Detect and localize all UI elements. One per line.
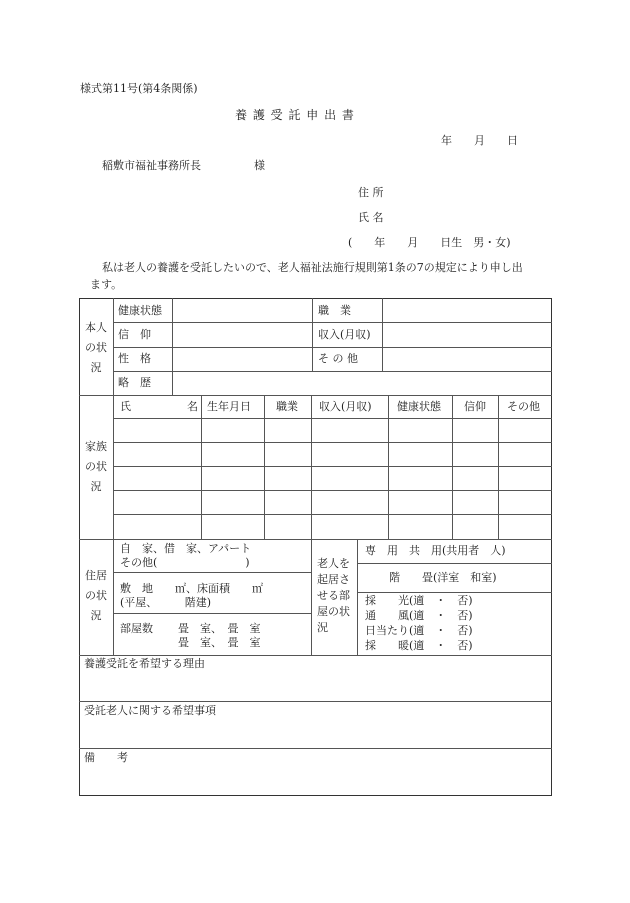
family-header-other: その他 <box>507 400 540 413</box>
ventilation: 通 風(適 ・ 否) <box>365 609 473 622</box>
family-header-surname: 氏 <box>120 400 131 413</box>
elder-room-label-line-1: 老人を <box>317 557 350 570</box>
rooms-label: 部屋数 <box>120 622 153 635</box>
person-section-label: 本人の状況 <box>85 321 107 374</box>
birth-line[interactable]: ( 年 月 日生 男・女) <box>348 236 511 249</box>
family-section-label: 家族の状況 <box>85 440 107 493</box>
addressee: 稲敷市福祉事務所長 <box>102 159 201 172</box>
heating: 採 暖(適 ・ 否) <box>365 639 473 652</box>
sunlight: 日当たり(適 ・ 否) <box>365 624 473 637</box>
family-header-name: 名 <box>187 400 198 413</box>
family-header-birthdate: 生年月日 <box>207 400 251 413</box>
elder-room-label-line-5: 況 <box>317 621 328 634</box>
date-line[interactable]: 年 月 日 <box>441 134 518 147</box>
income-label: 収入(月収) <box>318 328 371 341</box>
address-label: 住 所 <box>358 186 384 199</box>
room-usage: 専 用 共 用(共用者 人) <box>365 544 506 557</box>
lighting: 採 光(適 ・ 否) <box>365 594 473 607</box>
rooms-line-2: 畳 室、 畳 室 <box>178 636 261 649</box>
other-label: そ の 他 <box>318 352 358 365</box>
occupation-label: 職 業 <box>318 304 351 317</box>
family-header-occupation: 職業 <box>276 400 298 413</box>
statement-line-2: ます。 <box>90 278 123 291</box>
rooms-line-1: 畳 室、 畳 室 <box>178 622 261 635</box>
health-label: 健康状態 <box>118 304 162 317</box>
name-label: 氏 名 <box>358 211 384 224</box>
elder-room-label-line-4: 屋の状 <box>317 605 350 618</box>
room-tatami: 階 畳(洋室 和室) <box>389 571 497 584</box>
remarks-label: 備 考 <box>84 751 128 764</box>
elder-room-label-line-3: せる部 <box>317 589 350 602</box>
family-header-health: 健康状態 <box>397 400 441 413</box>
history-label: 略 歴 <box>118 376 151 389</box>
housing-type: 自 家、借 家、アパート <box>120 542 252 555</box>
site-area: 敷 地 ㎡、床面積 ㎡ <box>120 582 263 595</box>
residence-section-label: 住居の状況 <box>85 569 107 622</box>
family-header-faith: 信仰 <box>464 400 486 413</box>
wishes-label: 受託老人に関する希望事項 <box>84 704 216 717</box>
reason-label: 養護受託を希望する理由 <box>84 657 205 670</box>
form-number: 様式第11号(第4条関係) <box>80 82 198 95</box>
statement-line-1: 私は老人の養護を受託したいので、老人福祉法施行規則第1条の7の規定により申し出 <box>102 261 523 274</box>
faith-label: 信 仰 <box>118 328 151 341</box>
page-title: 養 護 受 託 申 出 書 <box>235 108 355 122</box>
floors: (平屋、 階建) <box>120 596 212 609</box>
housing-other: その他( ) <box>120 556 250 569</box>
honorific: 様 <box>254 159 265 172</box>
elder-room-label-line-2: 起居さ <box>317 573 350 586</box>
character-label: 性 格 <box>118 352 151 365</box>
family-header-income: 収入(月収) <box>319 400 372 413</box>
